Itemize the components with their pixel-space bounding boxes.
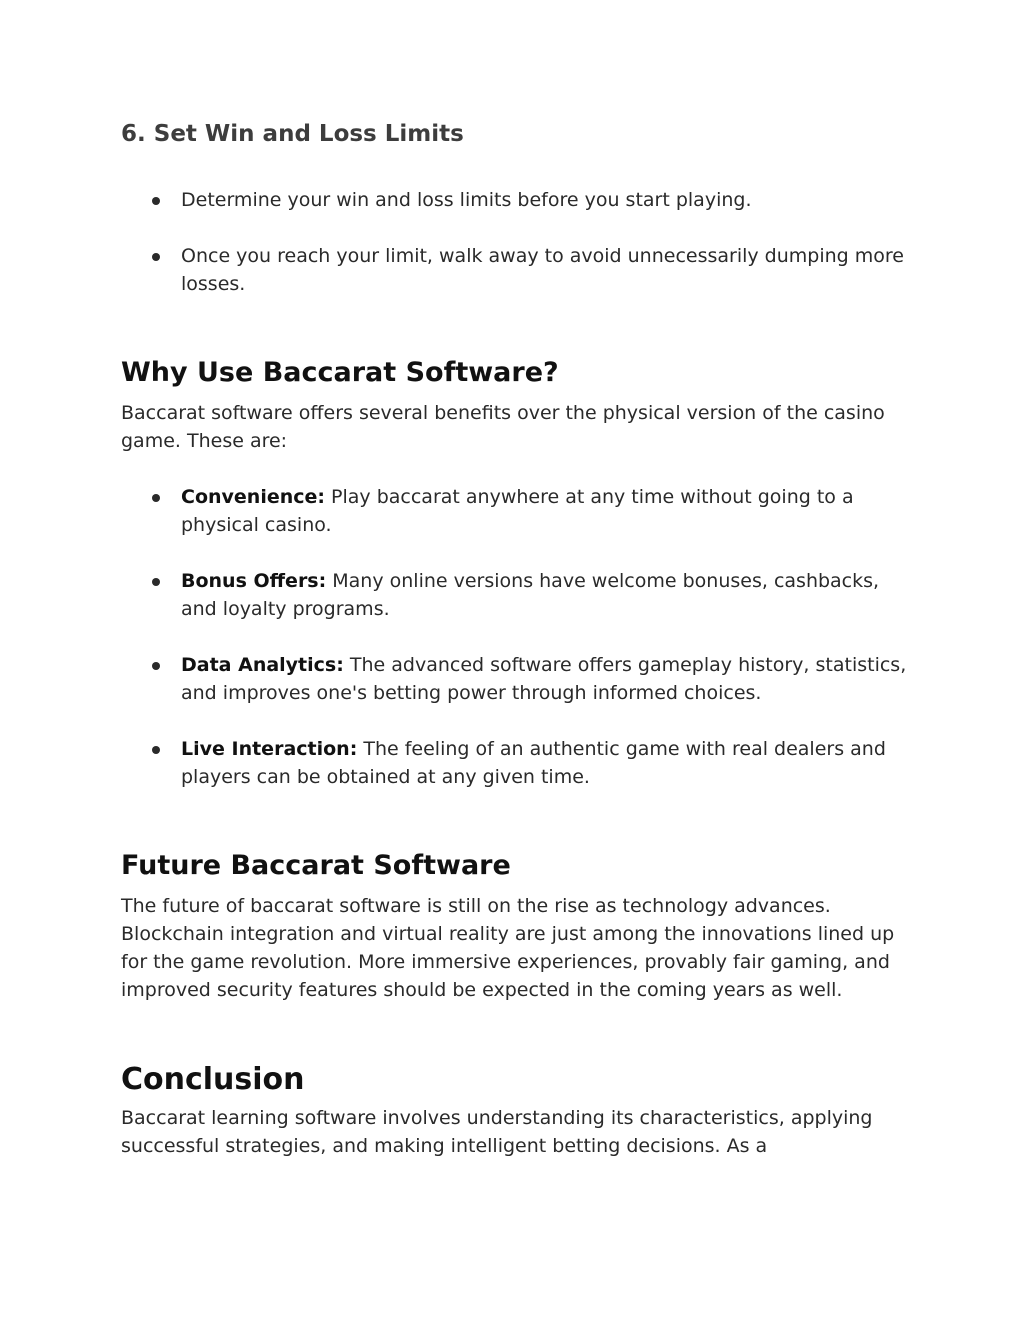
- list-item: [121, 186, 911, 214]
- list-item: [121, 651, 911, 707]
- why-intro-paragraph: Baccarat software offers several benefits over the physical version of the casino game. These are:: [121, 402, 885, 452]
- list-item-text: Determine your win and loss limits before you start playing.: [181, 189, 752, 211]
- heading-win-loss-limits: 6. Set Win and Loss Limits: [121, 121, 464, 147]
- bullet-icon: [152, 197, 160, 205]
- benefit-text: The feeling of an authentic game with real dealers and players can be obtained at any given time.: [181, 738, 886, 788]
- conclusion-paragraph: Baccarat learning software involves understanding its characteristics, applying successful strategies, and making intelligent betting decisions. As a: [121, 1107, 873, 1157]
- list-item-text: Once you reach your limit, walk away to avoid unnecessarily dumping more losses.: [181, 245, 904, 295]
- benefit-label: Live Interaction:: [181, 738, 358, 760]
- future-paragraph: The future of baccarat software is still on the rise as technology advances. Blockchain integration and virtual reality are just among the innovations lined up for the game revolution. More immersive experiences, provably fair gaming, and improved security features should be expected in the coming years as well.: [121, 895, 895, 1001]
- limits-list: [121, 186, 911, 298]
- heading-why-use: Why Use Baccarat Software?: [121, 357, 559, 388]
- benefit-label: Bonus Offers:: [181, 570, 327, 592]
- bullet-icon: [152, 746, 160, 754]
- list-item: [121, 242, 911, 298]
- bullet-icon: [152, 253, 160, 261]
- list-item: [121, 483, 911, 539]
- bullet-icon: [152, 662, 160, 670]
- benefit-text: Play baccarat anywhere at any time without going to a physical casino.: [181, 486, 854, 536]
- bullet-icon: [152, 494, 160, 502]
- benefit-text: The advanced software offers gameplay history, statistics, and improves one's betting power through informed choices.: [181, 654, 907, 704]
- bullet-icon: [152, 578, 160, 586]
- benefit-label: Data Analytics:: [181, 654, 344, 676]
- heading-conclusion: Conclusion: [121, 1062, 305, 1097]
- benefit-text: Many online versions have welcome bonuses, cashbacks, and loyalty programs.: [181, 570, 880, 620]
- heading-future: Future Baccarat Software: [121, 850, 511, 881]
- list-item: [121, 567, 911, 623]
- page-content: [121, 118, 911, 1160]
- benefits-list: [121, 483, 911, 791]
- list-item: [121, 735, 911, 791]
- benefit-label: Convenience:: [181, 486, 325, 508]
